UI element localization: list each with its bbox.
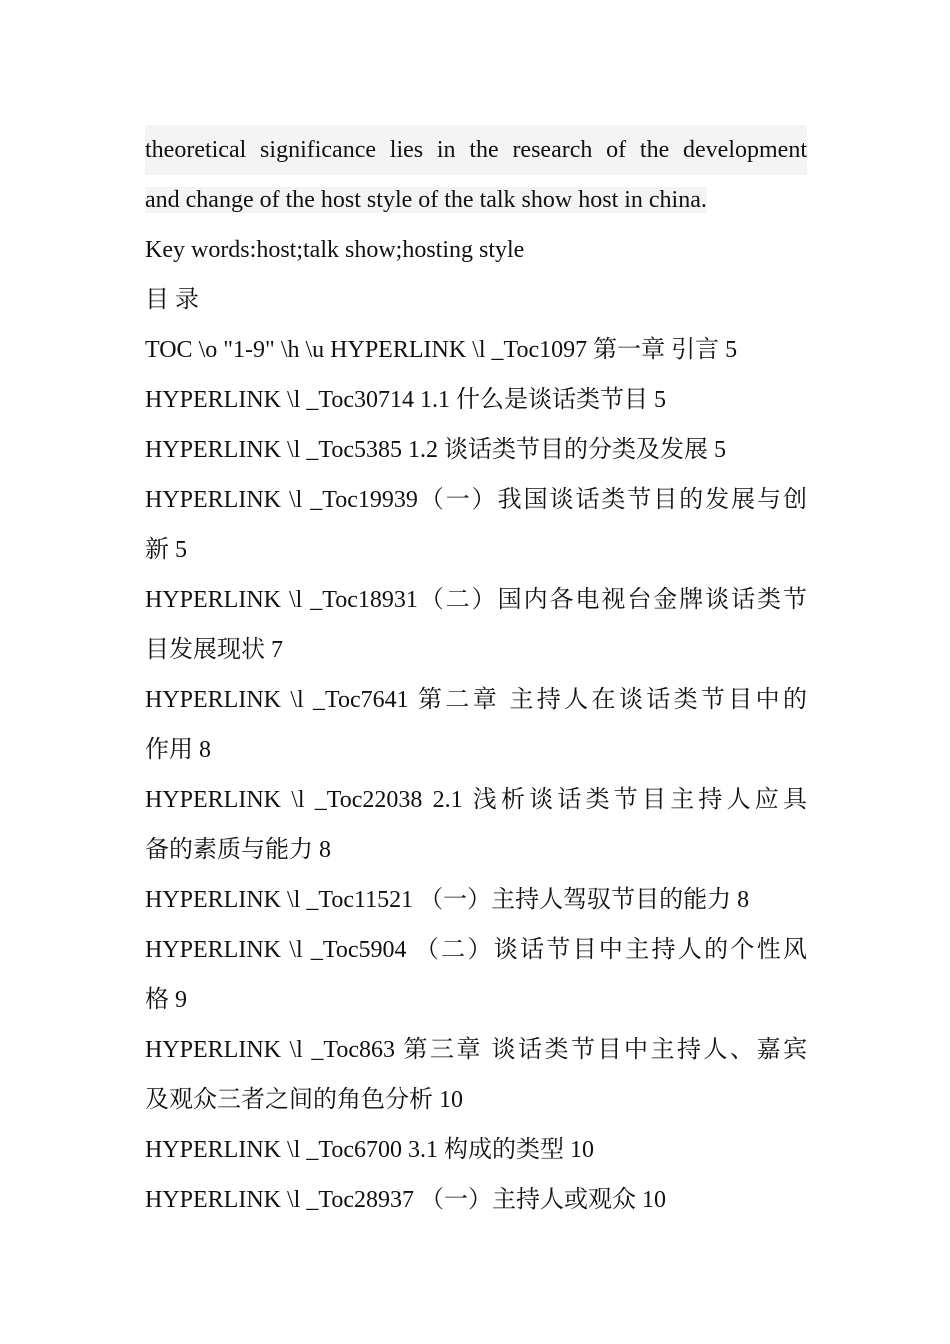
document-page (145, 125, 807, 1225)
keywords-text: Key words:host;talk show;hosting style (145, 237, 525, 263)
abstract-line (145, 125, 807, 175)
abstract-text: theoretical significance lies in the research of the development (145, 125, 807, 175)
abstract-text: and change of the host style of the talk show host in china. (145, 187, 707, 213)
keywords-line (145, 225, 807, 275)
toc-entry[interactable]: HYPERLINK \l _Toc11521 （一）主持人驾驭节目的能力 8 (145, 887, 750, 913)
toc-entry[interactable]: HYPERLINK \l _Toc7641 第二章 主持人在谈话类节目中的 (145, 687, 807, 713)
toc-entry-continuation[interactable]: 及观众三者之间的角色分析 10 (145, 1087, 463, 1113)
toc-entry[interactable]: HYPERLINK \l _Toc30714 1.1 什么是谈话类节目 5 (145, 387, 666, 413)
toc-entry-continuation[interactable]: 目发展现状 7 (145, 637, 283, 663)
toc-entry[interactable]: HYPERLINK \l _Toc18931（二）国内各电视台金牌谈话类节 (145, 587, 807, 613)
toc-entry[interactable]: HYPERLINK \l _Toc6700 3.1 构成的类型 10 (145, 1137, 594, 1163)
toc-entry-continuation[interactable]: 作用 8 (145, 737, 211, 763)
toc-entry[interactable]: TOC \o "1-9" \h \u HYPERLINK \l _Toc1097 第一章 引言 5 (145, 337, 738, 363)
toc-entry-continuation[interactable]: 格 9 (145, 987, 187, 1013)
toc-entry[interactable]: HYPERLINK \l _Toc28937 （一）主持人或观众 10 (145, 1187, 666, 1213)
toc-entry[interactable]: HYPERLINK \l _Toc863 第三章 谈话类节目中主持人、嘉宾 (145, 1037, 807, 1063)
abstract-line (145, 175, 807, 225)
toc-heading: 目 录 (145, 287, 199, 313)
toc-entry[interactable]: HYPERLINK \l _Toc5385 1.2 谈话类节目的分类及发展 5 (145, 437, 726, 463)
toc-entry-continuation[interactable]: 新 5 (145, 537, 187, 563)
toc-entry-continuation[interactable]: 备的素质与能力 8 (145, 837, 331, 863)
toc-entry[interactable]: HYPERLINK \l _Toc22038 2.1 浅析谈话类节目主持人应具 (145, 787, 807, 813)
toc-entry[interactable]: HYPERLINK \l _Toc5904 （二）谈话节目中主持人的个性风 (145, 937, 807, 963)
toc-entry[interactable]: HYPERLINK \l _Toc19939（一）我国谈话类节目的发展与创 (145, 487, 807, 513)
